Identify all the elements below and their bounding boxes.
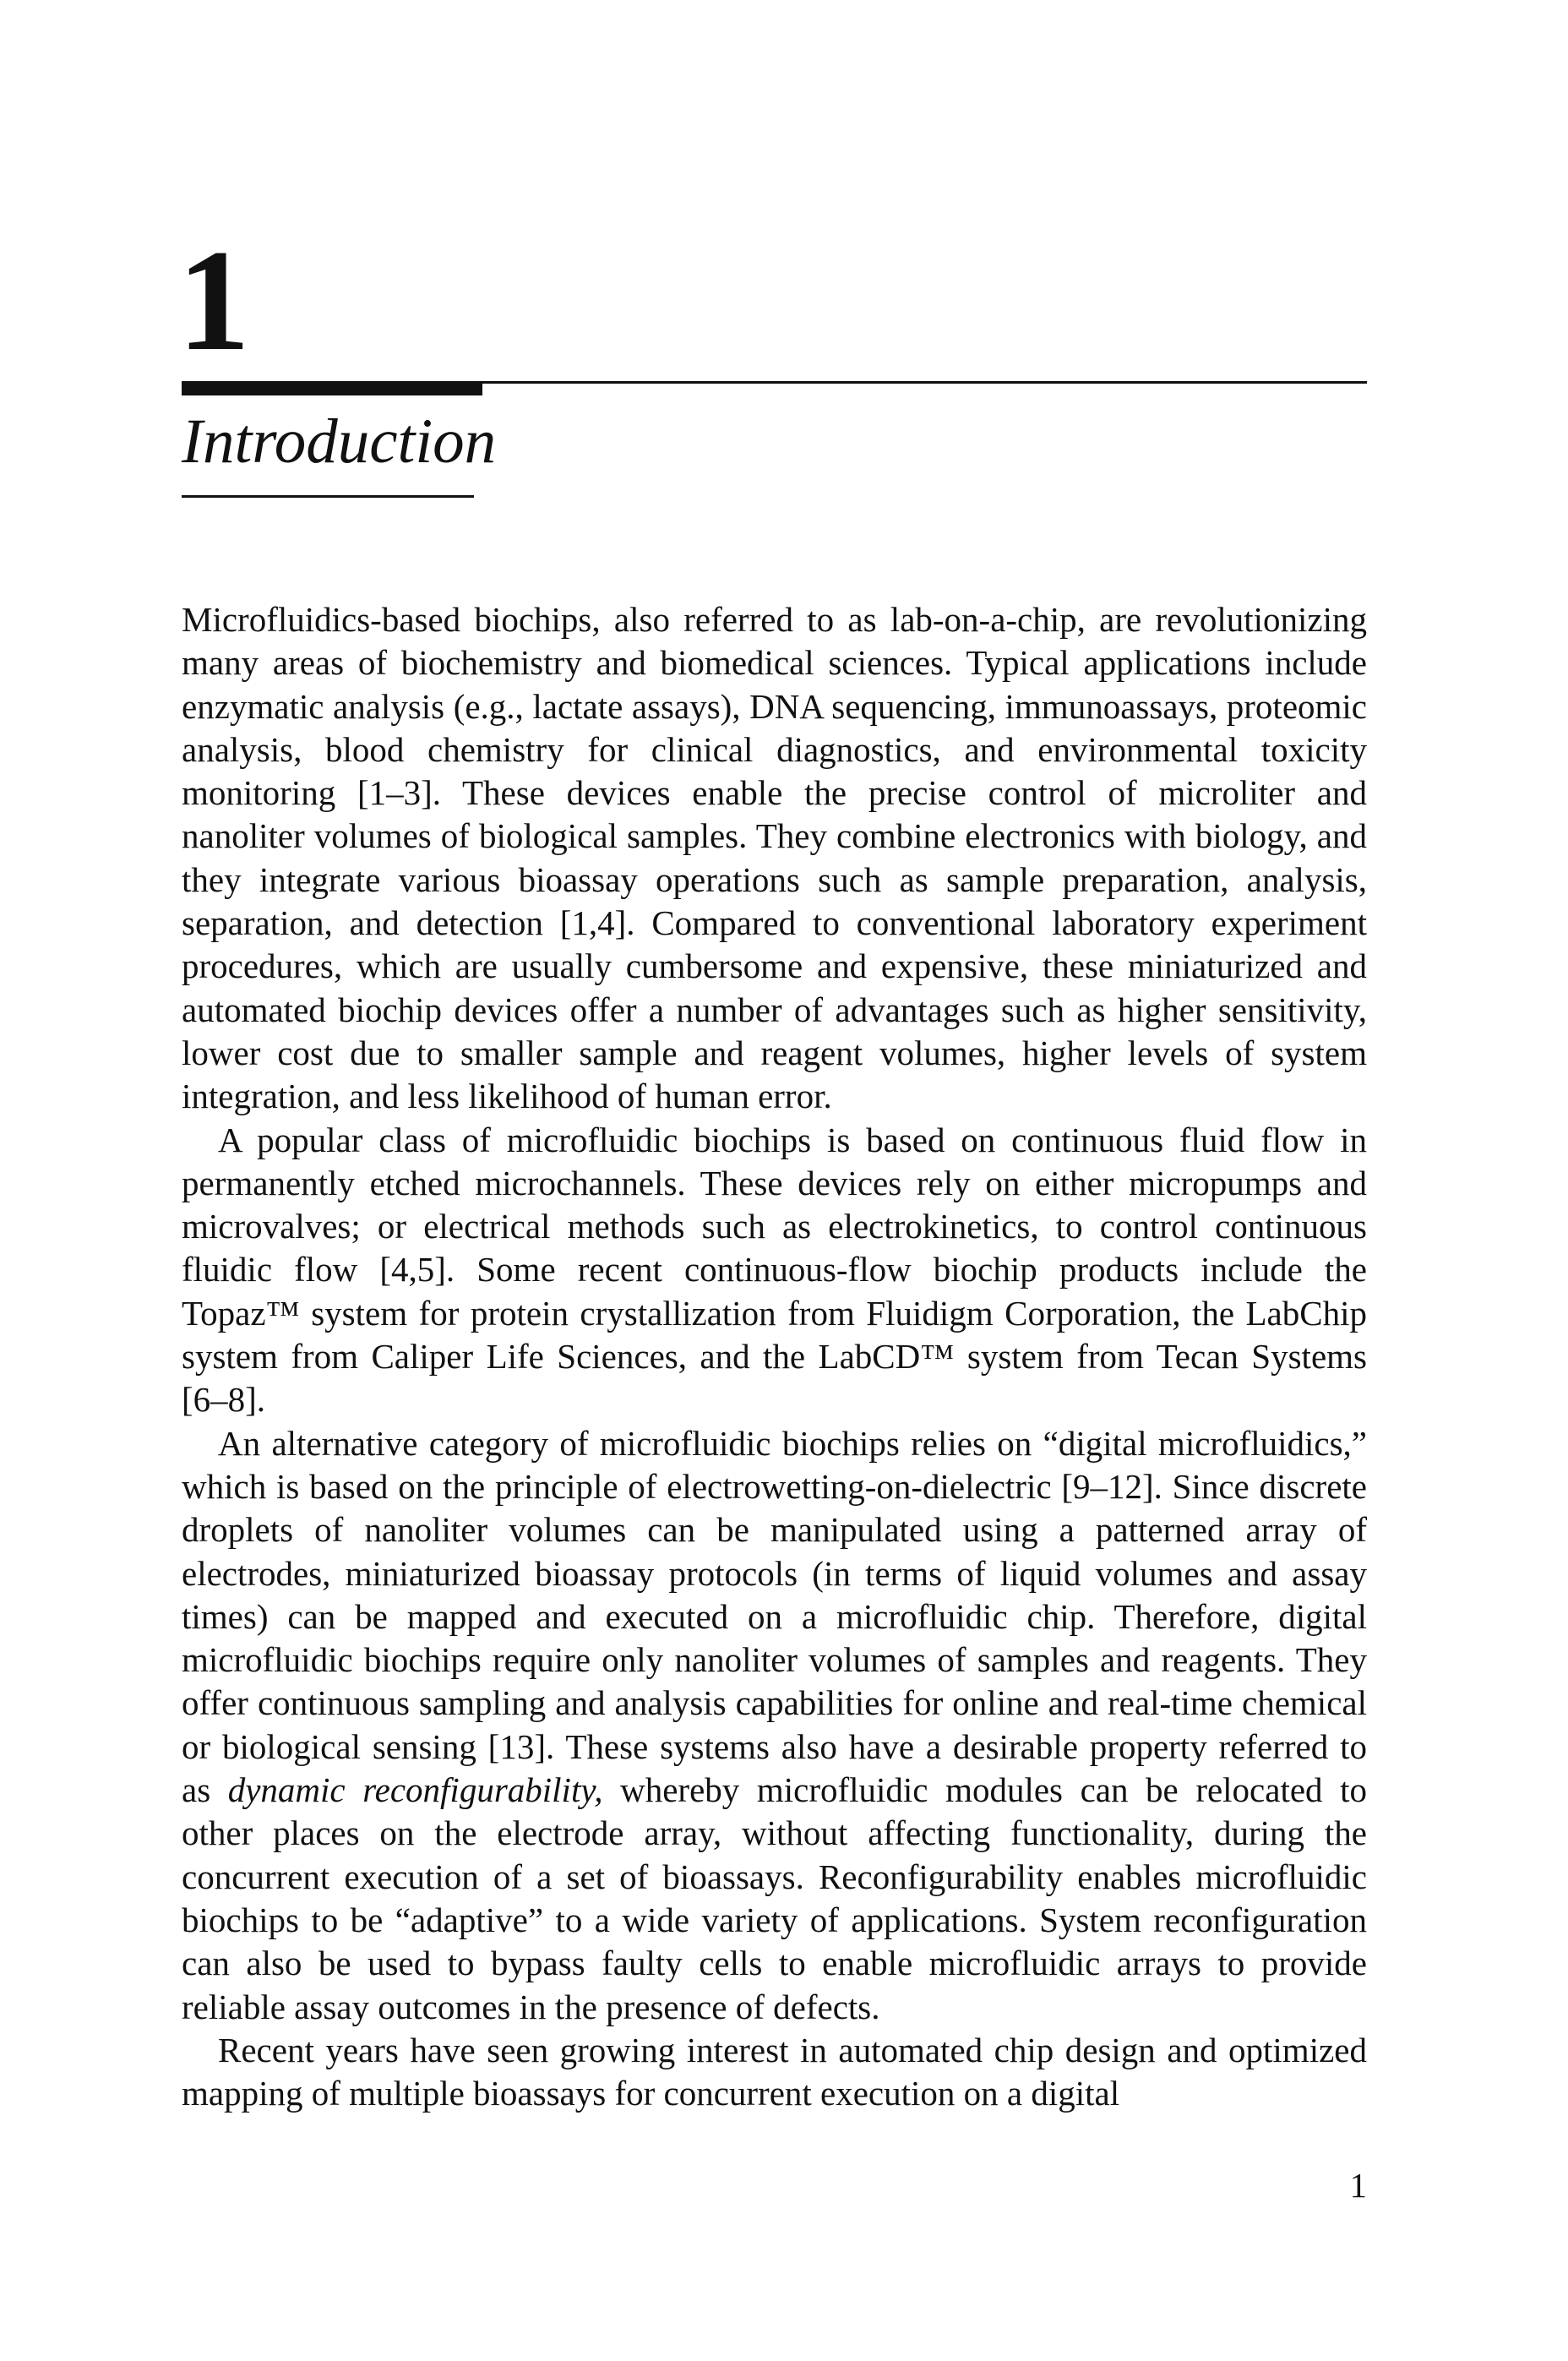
body-text xyxy=(182,598,1367,2115)
paragraph-3-text-before: An alternative category of microfluidic biochips relies on “digital microfluidics,” which is based on the principle of electrowetting-on-dielectric [9–12]. Since discrete droplets of nanoliter volumes can be manipulated using a patterned array of electrodes, miniaturized bioassay protocols (in terms of liquid volumes and assay times) can be mapped and executed on a microfluidic chip. Therefore, digital microfluidic biochips require only nanoliter volumes of samples and reagents. They offer continuous sampling and analysis capabilities for online and real-time chemical or biological sensing [13]. These systems also have a desirable property referred to as xyxy=(182,1423,1367,1810)
paragraph-3 xyxy=(182,1422,1367,2029)
page-number: 1 xyxy=(1349,2166,1367,2205)
paragraph-2: A popular class of microfluidic biochips is based on continuous fluid flow in permanently etched microchannels. These devices rely on either micropumps and microvalves; or electrical methods such as electrokinetics, to control continuous fluidic flow [4,5]. Some recent continuous-flow biochip products include the Topaz™ system for protein crystallization from Fluidigm Corporation, the LabChip system from Caliper Life Sciences, and the LabCD™ system from Tecan Systems [6–8]. xyxy=(182,1120,1367,1420)
chapter-title: Introduction xyxy=(182,406,497,477)
chapter-number: 1 xyxy=(177,221,250,381)
emphasized-term: dynamic reconfigurability, xyxy=(227,1770,603,1810)
paragraph-4: Recent years have seen growing interest in automated chip design and optimized mapping of multiple bioassays for concurrent execution on a digital xyxy=(182,2030,1367,2113)
paragraph-1: Microfluidics-based biochips, also referred to as lab-on-a-chip, are revolutionizing many areas of biochemistry and biomedical sciences. Typical applications include enzymatic analysis (e.g., lactate assays), DNA sequencing, immunoassays, proteomic analysis, blood chemistry for clinical diagnostics, and environmental toxicity monitoring [1–3]. These devices enable the precise control of microliter and nanoliter volumes of biological samples. They combine electronics with biology, and they integrate various bioassay operations such as sample preparation, analysis, separation, and detection [1,4]. Compared to conventional laboratory experiment procedures, which are usually cumbersome and expensive, these miniaturized and automated biochip devices offer a number of advantages such as higher sensitivity, lower cost due to smaller sample and reagent volumes, higher levels of system integration, and less likelihood of human error. xyxy=(182,600,1367,1116)
paragraph-3-text-after: whereby microfluidic modules can be relocated to other places on the electrode array, without affecting functionality, during the concurrent execution of a set of bioassays. Reconfigurability enables microfluidic biochips to be “adaptive” to a wide variety of applications. System reconfiguration can also be used to bypass faulty cells to enable microfluidic arrays to provide reliable assay outcomes in the presence of defects. xyxy=(182,1770,1368,2026)
title-underline xyxy=(182,495,474,498)
chapter-rule-accent xyxy=(182,381,482,395)
